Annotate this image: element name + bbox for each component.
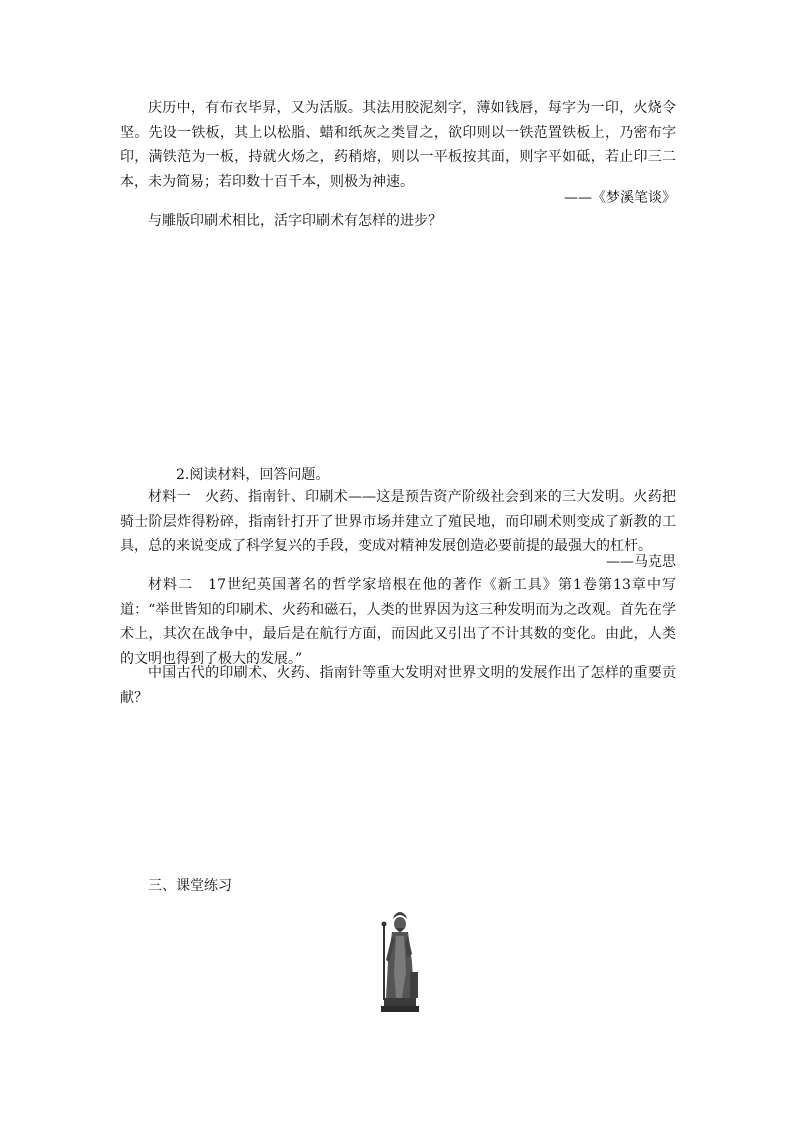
section-3-heading: 三、课堂练习: [148, 878, 232, 894]
question-2: 中国古代的印刷术、火药、指南针等重大发明对世界文明的发展作出了怎样的重要贡献？: [120, 665, 676, 706]
passage-mengxi-source: ——《梦溪笔谈》: [564, 190, 676, 206]
material-1-text: 材料一 火药、指南针、印刷术——这是预告资产阶级社会到来的三大发明。火药把骑士阶层炸得粉碎，指南针打开了世界市场并建立了殖民地，而印刷术则变成了新教的工具，总的来说变成了科学复兴的手段，变成对精神发展创造必要前提的最强大的杠杆。: [120, 489, 676, 554]
statue-photo: [376, 902, 424, 1012]
question-1: 与雕版印刷术相比，活字印刷术有怎样的进步？: [148, 213, 442, 229]
question-2-heading: 2.阅读材料，回答问题。: [176, 467, 330, 483]
material-2-text: 材料二 17世纪英国著名的哲学家培根在他的著作《新工具》第1卷第13章中写道：“举世皆知的印刷术、火药和磁石，人类的世界因为这三种发明而为之改观。首先在学术上，其次在战争中，最后是在航行方面，而因此又引出了不计其数的变化。由此，人类的文明也得到了极大的发展。”: [120, 577, 676, 667]
material-1-source: ——马克思: [606, 554, 676, 570]
passage-mengxi: 庆历中，有布衣毕昇，又为活版。其法用胶泥刻字，薄如钱唇，每字为一印，火烧令坚。先设一铁板，其上以松脂、蜡和纸灰之类冒之，欲印则以一铁范置铁板上，乃密布字印，满铁范为一板，持就火炀之，药稍熔，则以一平板按其面，则字平如砥，若止印三二本，未为简易；若印数十百千本，则极为神速。: [120, 100, 676, 190]
